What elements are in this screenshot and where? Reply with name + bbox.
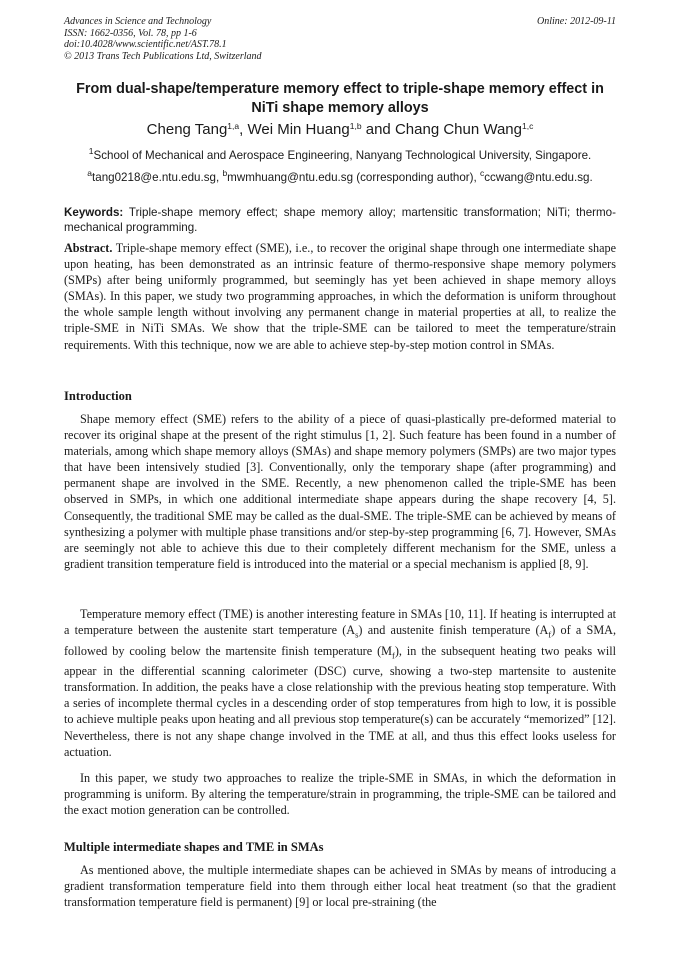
journal-name: Advances in Science and Technology — [64, 16, 212, 27]
abstract-text: Triple-shape memory effect (SME), i.e., to recover the original shape through one intermediate shape upon heating, has been demonstrated as an intrinsic feature of thermo-responsive shape memory polymers (SMPs) after being uniformly programmed, but seemingly has yet been achieved in shape memory alloys (SMAs). In this paper, we study two programming approaches, in which the deformation is uniform throughout the whole sample length without involving any permanent change in material properties at all, to realize the triple-SME in NiTi SMAs. We show that the triple-SME can be tailored to meet the temperature/strain requirements. With this technique, now we are able to achieve step-by-step motion control in SMAs. — [64, 241, 616, 352]
issn: ISSN: 1662-0356, Vol. 78, pp 1-6 — [64, 27, 197, 39]
section-heading-introduction: Introduction — [64, 389, 132, 403]
paragraph: Shape memory effect (SME) refers to the ability of a piece of quasi-plastically pre-deformed material to recover its original shape at the present of the right stimulus [1, 2]. Such feature has been found in a number of materials, among which shape memory alloys (SMAs) and shape memory polymers (SMPs) are two major types that have been intensively studied [3]. Conventionally, only the temporary shape (after programming) and permanent shape are involved in the SME. Recently, a new phenomenon called the triple-SME has been observed in SMPs, in which one additional intermediate shape appears during the shape recovery [4, 5]. Consequently, the traditional SME may be called as the dual-SME. The triple-SME can be achieved by means of synthesizing a polymer with multiple phase transitions and/or step-by-step programming [6, 7]. However, SMAs are seemingly not able to achieve this due to their completely different mechanism for the SME, unless a gradient transition temperature field is introduced into the material or a special mechanism is applied [8, 9]. — [64, 412, 616, 571]
keywords — [64, 205, 616, 235]
affiliation-text: School of Mechanical and Aerospace Engineering, Nanyang Technological University, Singapore. — [93, 149, 592, 162]
email-c[interactable]: ccwang@ntu.edu.sg — [484, 171, 590, 184]
abstract-label: Abstract. — [64, 241, 113, 255]
keywords-label: Keywords: — [64, 206, 124, 219]
paper-title: From dual-shape/temperature memory effect to triple-shape memory effect in NiTi shape memory alloys — [76, 81, 604, 116]
journal-header — [64, 16, 616, 62]
keywords-text: Triple-shape memory effect; shape memory alloy; martensitic transformation; NiTi; thermo-mechanical programming. — [64, 206, 616, 235]
email-a[interactable]: tang0218@e.ntu.edu.sg — [92, 171, 216, 184]
email-b[interactable]: mwmhuang@ntu.edu.sg (corresponding author) — [227, 171, 474, 184]
author-list: Cheng Tang$^{1,a}$, Wei Min Huang$^{1,b}$ and Chang Chun Wang$^{1,c}$ — [146, 121, 534, 138]
paragraph: Temperature memory effect (TME) is another interesting feature in SMAs [10, 11]. If heating is interrupted at a temperature between the austenite start temperature $(A_s)$ and austenite finish temperature $(A_f)$ of a SMA, followed by cooling below the martensite finish temperature $(M_f)$, in the subsequent heating two peaks will appear in the differential scanning calorimeter (DSC) curve, showing a two-step martensite to austenite transformation. In addition, the peaks have a close relationship with the previous heating stop temperature. With a series of incomplete thermal cycles in a descending order of stop temperatures from high to low, it is possible to achieve multiple peaks upon heating and all previous stop temperature(s) can be accurately “memorized” [12]. Nevertheless, there is not any shape change involved in the TME at all, and thus this effect looks useless for actuation. — [64, 607, 617, 759]
copyright: © 2013 Trans Tech Publications Ltd, Switzerland — [64, 50, 262, 62]
paragraph: In this paper, we study two approaches to realize the triple-SME in SMAs, in which the deformation in programming is uniform. By altering the temperature/strain in programming, the triple-SME can be tailored and the exact motion generation can be controlled. — [64, 771, 616, 818]
author-affiliation-marker: 1,b — [349, 121, 362, 131]
online-date: Online: 2012-09-11 — [537, 16, 616, 27]
abstract — [64, 240, 616, 353]
affiliation-marker: 1 — [88, 146, 94, 156]
author-name: Wei Min Huang — [247, 121, 350, 138]
author-name: Cheng Tang — [146, 121, 228, 138]
doi: doi:10.4028/www.scientific.net/AST.78.1 — [64, 39, 227, 51]
affiliation — [64, 148, 616, 163]
author-affiliation-marker: 1,a — [227, 121, 240, 131]
author-affiliation-marker: 1,c — [521, 121, 534, 131]
author-name: Chang Chun Wang — [394, 121, 522, 138]
section-heading-multiple: Multiple intermediate shapes and TME in SMAs — [64, 840, 324, 854]
author-emails: $^a$tang0218@e.ntu.edu.sg, $^b$mwmhuang@ntu.edu.sg (corresponding author), $^c$ccwang@ntu.edu.sg. — [87, 168, 593, 184]
paragraph: As mentioned above, the multiple intermediate shapes can be achieved in SMAs by means of introducing a gradient transformation temperature field into them through either local heat treatment (so that the gradient transformation temperature field is permanent) [9] or local pre-straining (the — [64, 863, 616, 910]
